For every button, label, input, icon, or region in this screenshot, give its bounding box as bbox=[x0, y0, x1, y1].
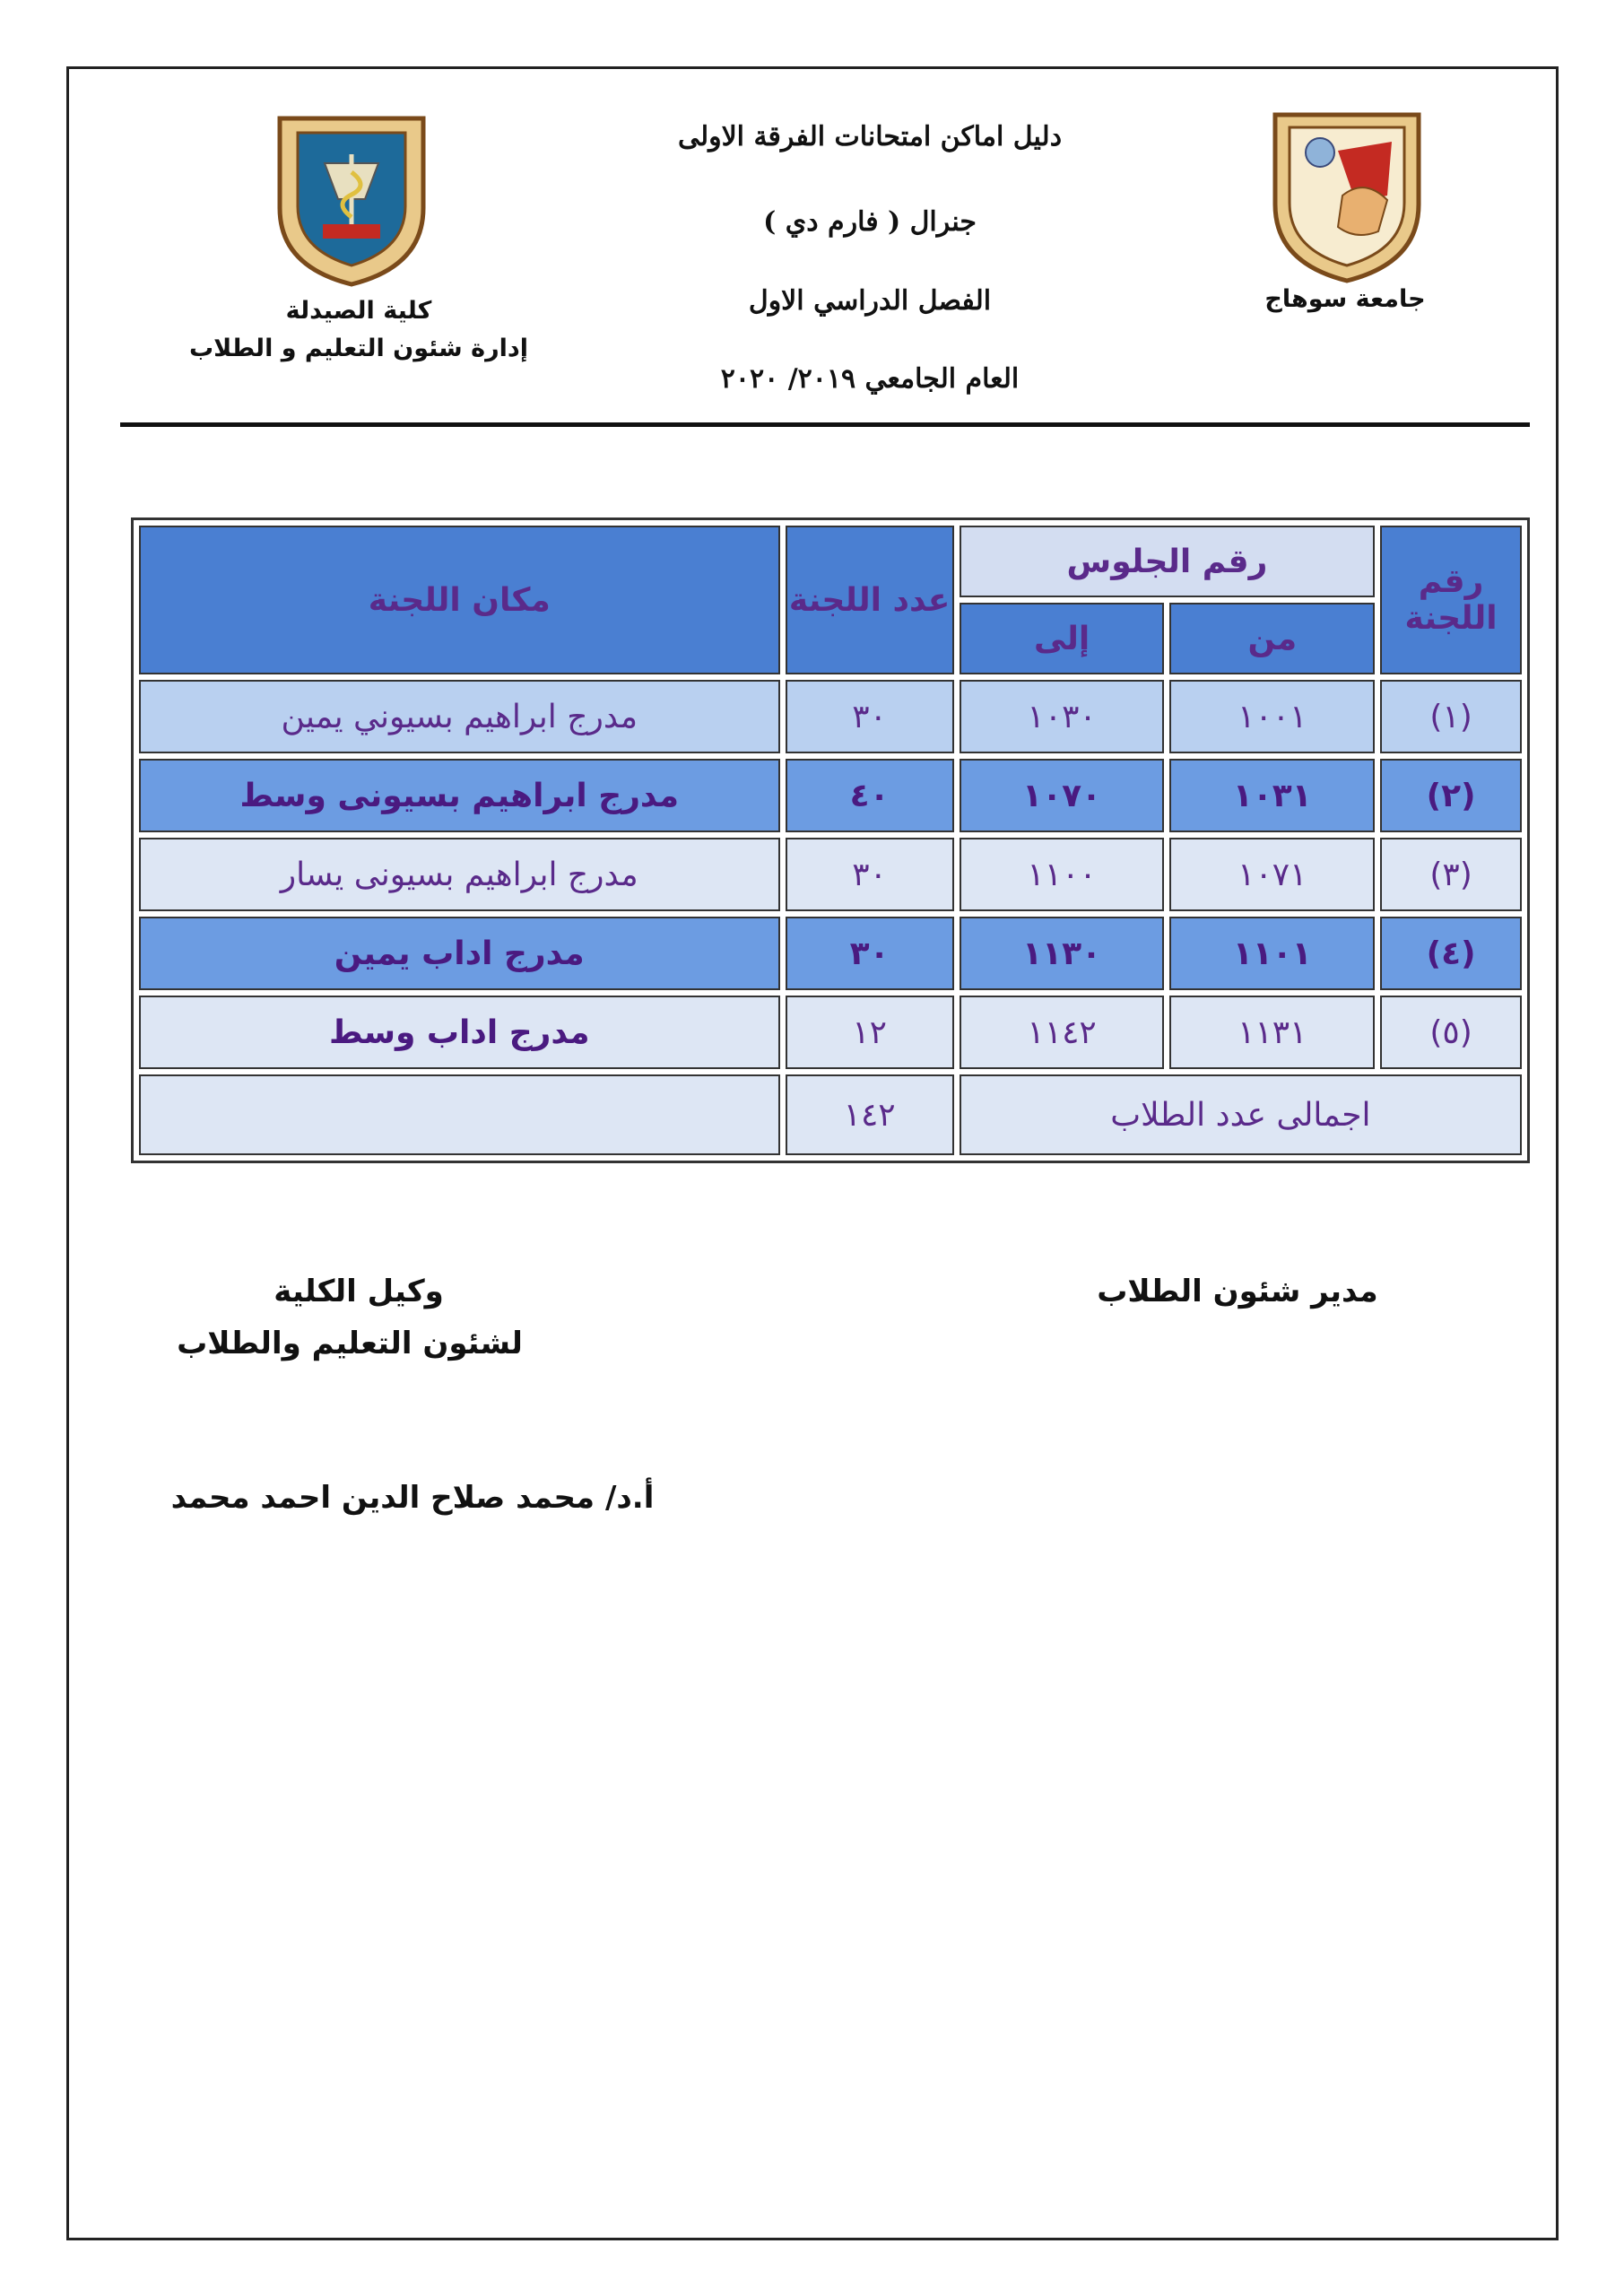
header-committee-no: رقم اللجنة bbox=[1380, 526, 1522, 674]
semester-title: الفصل الدراسي الاول bbox=[748, 285, 992, 317]
header-from: من bbox=[1169, 603, 1375, 674]
table-row bbox=[139, 996, 1522, 1069]
vice-dean-title: وكيل الكلية bbox=[274, 1274, 444, 1309]
committee-location: مدرج ابراهيم بسيونى يسار bbox=[139, 838, 780, 911]
header-count: عدد اللجنة bbox=[786, 526, 954, 674]
header-location: مكان اللجنة bbox=[139, 526, 780, 674]
seat-from: ١٠٠١ bbox=[1169, 680, 1375, 753]
total-row bbox=[139, 1074, 1522, 1155]
committee-location: مدرج ابراهيم بسيوني يمين bbox=[139, 680, 780, 753]
committee-count: ١٢ bbox=[786, 996, 954, 1069]
seat-to: ١١٣٠ bbox=[960, 917, 1165, 990]
exam-guide-title: دليل اماكن امتحانات الفرقة الاولى bbox=[677, 121, 1063, 152]
header-to: إلى bbox=[960, 603, 1165, 674]
seat-from: ١١٠١ bbox=[1169, 917, 1375, 990]
committee-number: (٣) bbox=[1380, 838, 1522, 911]
vice-dean-subtitle: لشئون التعليم والطلاب bbox=[177, 1326, 523, 1361]
table-row bbox=[139, 917, 1522, 990]
committee-number: (٤) bbox=[1380, 917, 1522, 990]
seat-from: ١٠٧١ bbox=[1169, 838, 1375, 911]
faculty-header bbox=[179, 292, 538, 368]
seat-to: ١١٤٢ bbox=[960, 996, 1165, 1069]
committee-number: (٥) bbox=[1380, 996, 1522, 1069]
faculty-name: كلية الصيدلة bbox=[285, 297, 432, 325]
faculty-department: إدارة شئون التعليم و الطلاب bbox=[189, 335, 528, 362]
seat-to: ١٠٣٠ bbox=[960, 680, 1165, 753]
table-row bbox=[139, 838, 1522, 911]
committee-location: مدرج ابراهيم بسيونى وسط bbox=[139, 759, 780, 832]
exam-locations-table bbox=[131, 517, 1530, 1163]
total-label: اجمالى عدد الطلاب bbox=[960, 1074, 1522, 1155]
seat-to: ١٠٧٠ bbox=[960, 759, 1165, 832]
committee-count: ٣٠ bbox=[786, 680, 954, 753]
academic-year-title: العام الجامعي ٢٠١٩/ ٢٠٢٠ bbox=[720, 363, 1020, 395]
vice-dean-name: أ.د/ محمد صلاح الدين احمد محمد bbox=[170, 1480, 655, 1516]
total-value: ١٤٢ bbox=[786, 1074, 954, 1155]
table-row bbox=[139, 680, 1522, 753]
seat-from: ١١٣١ bbox=[1169, 996, 1375, 1069]
committee-location: مدرج اداب يمين bbox=[139, 917, 780, 990]
header-seat-no: رقم الجلوس bbox=[960, 526, 1375, 597]
header-divider bbox=[120, 422, 1530, 427]
student-affairs-director-title: مدير شئون الطلاب bbox=[1097, 1274, 1378, 1309]
committee-count: ٣٠ bbox=[786, 917, 954, 990]
sohag-university-logo bbox=[1266, 97, 1428, 285]
committee-number: (١) bbox=[1380, 680, 1522, 753]
program-title: جنرال ( فارم دي ) bbox=[763, 206, 977, 238]
seat-to: ١١٠٠ bbox=[960, 838, 1165, 911]
committee-count: ٣٠ bbox=[786, 838, 954, 911]
committee-count: ٤٠ bbox=[786, 759, 954, 832]
table-row bbox=[139, 759, 1522, 832]
faculty-of-pharmacy-logo bbox=[271, 100, 432, 289]
seat-from: ١٠٣١ bbox=[1169, 759, 1375, 832]
committee-number: (٢) bbox=[1380, 759, 1522, 832]
committee-location: مدرج اداب وسط bbox=[139, 996, 780, 1069]
total-empty-cell bbox=[139, 1074, 780, 1155]
university-name: جامعة سوهاج bbox=[1264, 285, 1426, 313]
